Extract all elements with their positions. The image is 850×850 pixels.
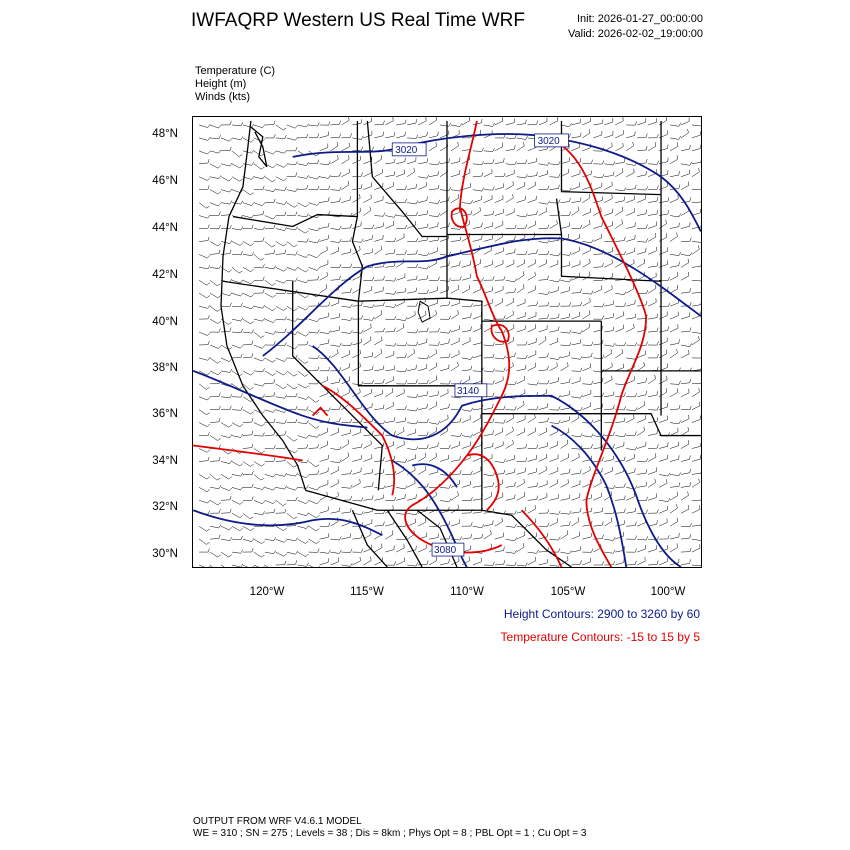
lat-label-38: 38°N [152, 362, 178, 374]
legend-temperature: Temperature (C) [195, 65, 276, 77]
lat-label-44: 44°N [152, 222, 178, 234]
contour-label-3020-a: 3020 [395, 144, 418, 156]
lat-label-36: 36°N [152, 408, 178, 420]
lat-label-40: 40°N [152, 316, 178, 328]
lon-label-115: 115°W [350, 586, 384, 598]
lat-label-30: 30°N [152, 548, 178, 560]
model-info-line2: WE = 310 ; SN = 275 ; Levels = 38 ; Dis = 8km ; Phys Opt = 8 ; PBL Opt = 1 ; Cu Opt = 3 [193, 828, 587, 839]
lat-label-42: 42°N [152, 269, 178, 281]
temperature-contours-note: Temperature Contours: -15 to 15 by 5 [500, 630, 700, 644]
contour-label-3080: 3080 [434, 545, 457, 557]
contour-label-3020-b: 3020 [537, 135, 560, 147]
model-info-line1: OUTPUT FROM WRF V4.6.1 MODEL [193, 816, 362, 827]
lon-label-100: 100°W [650, 586, 686, 598]
legend-winds: Winds (kts) [195, 91, 250, 103]
lon-label-120: 120°W [249, 586, 285, 598]
lat-label-32: 32°N [152, 501, 178, 513]
map-title: IWFAQRP Western US Real Time WRF [191, 10, 525, 31]
valid-time: Valid: 2026-02-02_19:00:00 [568, 28, 703, 40]
map-panel [192, 116, 702, 568]
lon-label-105: 105°W [550, 586, 586, 598]
height-contours-note: Height Contours: 2900 to 3260 by 60 [503, 607, 700, 621]
lat-label-46: 46°N [152, 175, 178, 187]
lat-label-34: 34°N [152, 455, 178, 467]
init-time: Init: 2026-01-27_00:00:00 [577, 13, 703, 25]
contour-label-3140: 3140 [456, 385, 480, 397]
legend-height: Height (m) [195, 78, 247, 90]
lat-label-48: 48°N [152, 128, 178, 140]
lon-label-110: 110°W [450, 586, 484, 598]
